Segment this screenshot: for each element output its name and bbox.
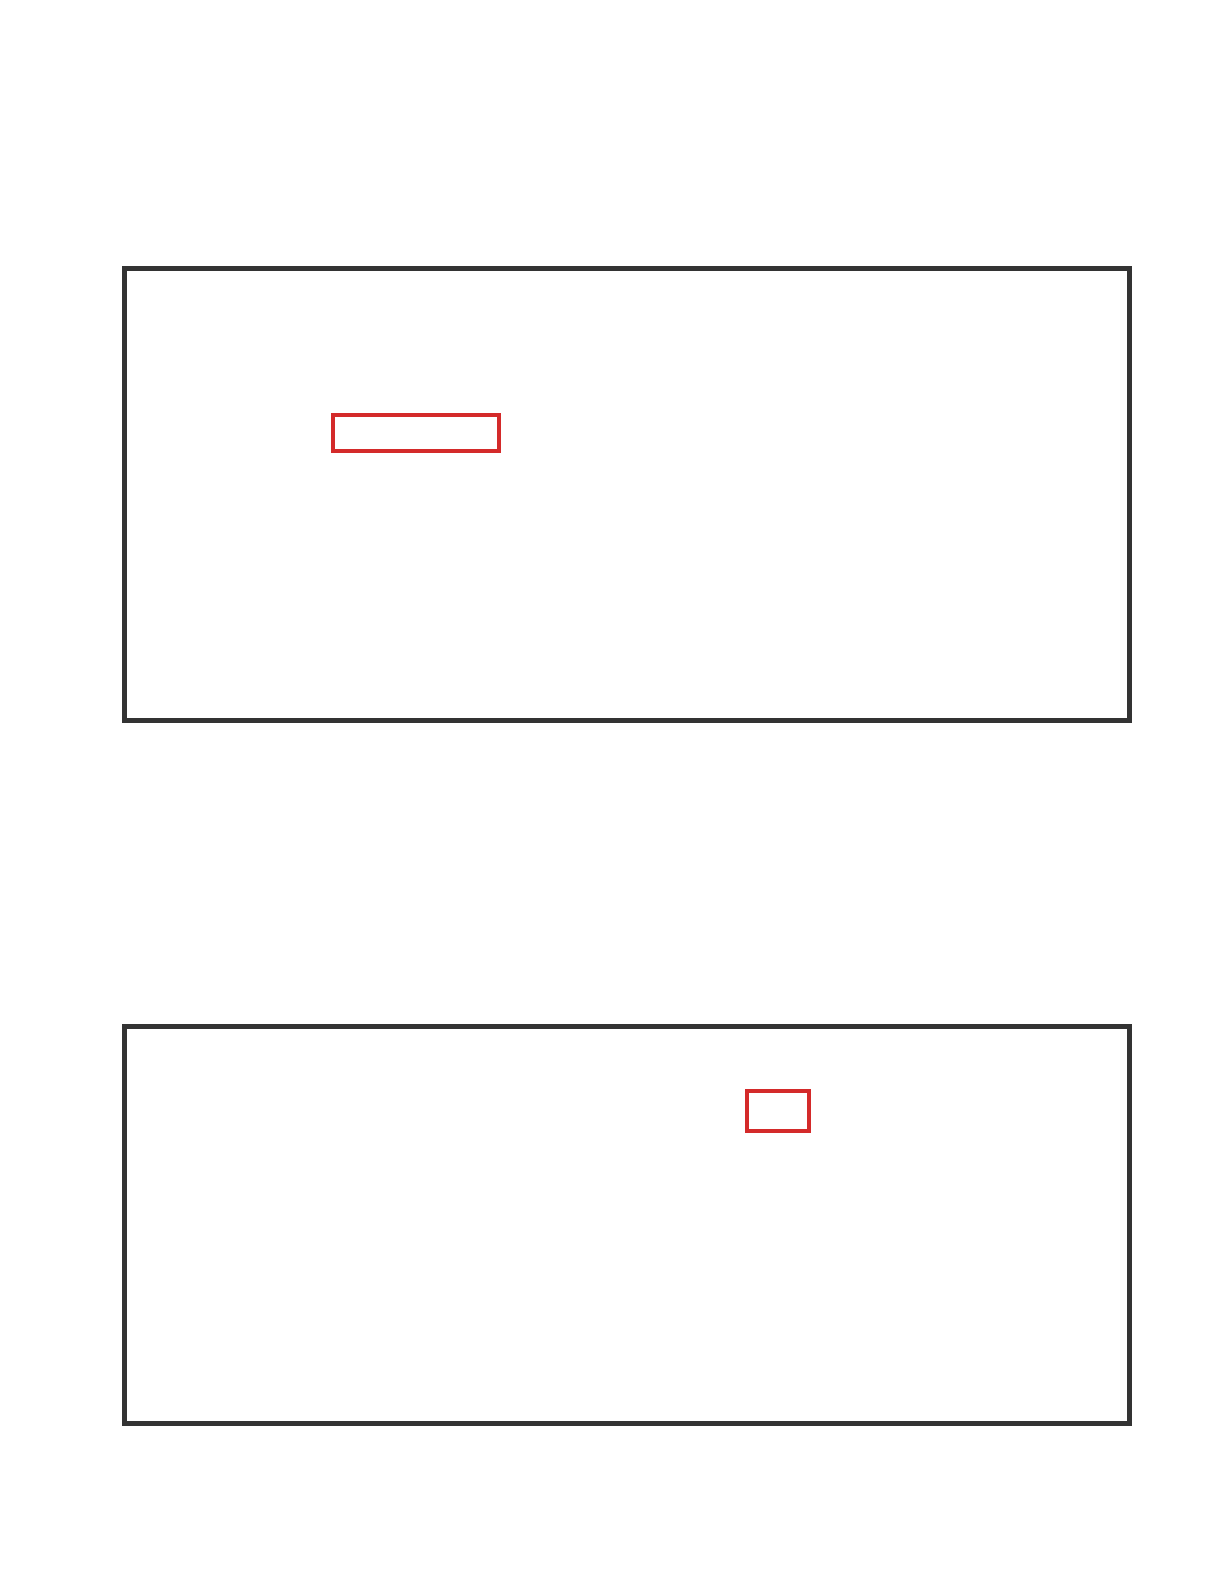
answer-box-problem-2: [122, 266, 1132, 723]
highlighted-answer: [331, 413, 501, 453]
answer-box-problem-3: [122, 1024, 1132, 1426]
highlighted-answer: [745, 1089, 811, 1133]
